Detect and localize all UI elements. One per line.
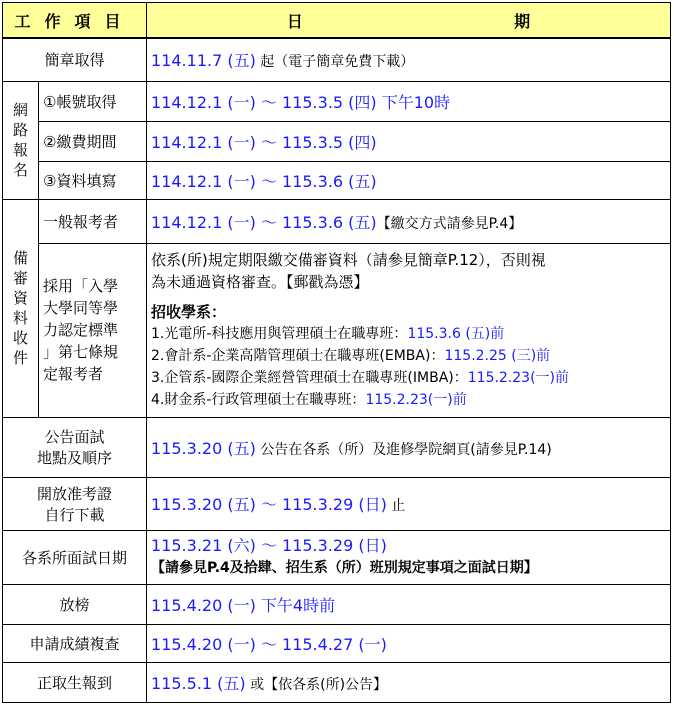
online-char-2: 路	[12, 121, 28, 139]
interview-date-note: 【請參見P.4及拾肆、招生系（所）班別規定事項之面試日期】	[151, 560, 538, 576]
interview-notice-label	[3, 417, 147, 477]
header-row	[3, 3, 671, 39]
brochure-rest: 起（電子簡章免費下載）	[255, 54, 415, 71]
brochure-date-cell	[147, 38, 671, 81]
row-review-general	[3, 199, 671, 243]
online-group-label	[3, 81, 39, 199]
row-recheck	[3, 624, 671, 662]
row-review-equivalent	[3, 243, 671, 417]
admission-ticket-date: 115.3.20 (五) ～ 115.3.29 (日)	[151, 495, 387, 514]
register-date: 115.5.1 (五)	[151, 673, 246, 693]
review-group-label	[3, 199, 39, 417]
dept-item-2	[151, 345, 666, 367]
online-fill-date: 114.12.1 (一) ～ 115.3.6 (五)	[147, 161, 671, 199]
online-char-4: 名	[12, 161, 28, 179]
admission-ticket-label-1: 開放准考證	[37, 484, 113, 503]
dept-3-text: 3.企管系-國際企業經營管理碩士在職專班(IMBA)：	[151, 370, 468, 386]
interview-date-cell	[147, 530, 671, 584]
dept-heading: 招收學系：	[151, 303, 227, 321]
dept-2-date: 115.2.25 (三)前	[444, 348, 551, 364]
admission-ticket-label-2: 自行下載	[44, 505, 105, 524]
row-online-fill	[3, 161, 671, 199]
row-results	[3, 584, 671, 624]
review-char-1: 備	[12, 249, 28, 267]
header-date	[147, 3, 671, 39]
admission-ticket-rest: 止	[386, 498, 406, 514]
recheck-label: 申請成績複查	[3, 624, 147, 662]
online-char-3: 報	[12, 141, 28, 159]
brochure-label: 簡章取得	[3, 38, 147, 81]
review-general-label: 一般報考者	[39, 199, 147, 243]
header-item: 工作項目	[3, 3, 147, 39]
row-brochure	[3, 38, 671, 81]
row-interview-date	[3, 530, 671, 584]
review-char-4: 料	[12, 309, 28, 327]
interview-date-label: 各系所面試日期	[3, 530, 147, 584]
dept-4-date: 115.2.23(一)前	[365, 392, 467, 408]
dept-item-1	[151, 323, 666, 345]
online-payment-label: ②繳費期間	[39, 121, 147, 161]
register-cell	[147, 662, 671, 702]
header-date-right: 期	[514, 11, 531, 31]
dept-4-text: 4.財金系-行政管理碩士在職專班：	[151, 392, 366, 408]
online-payment-date: 114.12.1 (一) ～ 115.3.5 (四)	[147, 121, 671, 161]
online-char-1: 網	[12, 101, 28, 119]
row-register	[3, 662, 671, 702]
equiv-label-line-5: 定報考者	[43, 365, 104, 383]
dept-item-3	[151, 367, 666, 389]
review-char-6: 件	[12, 349, 28, 367]
register-label: 正取生報到	[3, 662, 147, 702]
dept-1-text: 1.光電所-科技應用與管理碩士在職專班：	[151, 326, 408, 342]
equiv-label-line-4: 」第七條規	[43, 343, 119, 361]
review-general-note: 【繳交方式請參見P.4】	[376, 215, 523, 232]
recheck-date: 115.4.20 (一) ～ 115.4.27 (一)	[147, 624, 671, 662]
equiv-label-line-3: 力認定標準	[43, 321, 119, 339]
review-char-3: 資	[12, 289, 28, 307]
dept-1-date: 115.3.6 (五)前	[407, 326, 505, 342]
review-general-date: 114.12.1 (一) ～ 115.3.6 (五)	[151, 212, 377, 232]
interview-notice-rest: 公告在各系（所）及進修學院網頁(請參見P.14)	[255, 441, 552, 458]
review-char-2: 審	[12, 269, 28, 287]
dept-2-text: 2.會計系-企業高階管理碩士在職專班(EMBA)：	[151, 348, 445, 364]
header-date-left: 日	[286, 11, 303, 31]
brochure-date: 114.11.7 (五)	[151, 51, 256, 71]
interview-notice-cell	[147, 417, 671, 477]
online-account-label: ①帳號取得	[39, 81, 147, 121]
review-char-5: 收	[12, 329, 28, 347]
dept-item-4	[151, 389, 666, 411]
admission-ticket-label	[3, 477, 147, 530]
equiv-label-line-1: 採用「入學	[43, 277, 119, 295]
review-general-date-cell	[147, 199, 671, 243]
dept-3-date: 115.2.23(一)前	[467, 370, 570, 386]
review-equivalent-label	[39, 243, 147, 417]
row-online-payment	[3, 121, 671, 161]
equiv-label-line-2: 大學同等學	[43, 299, 119, 317]
row-admission-ticket	[3, 477, 671, 530]
schedule-table	[2, 2, 671, 703]
review-equivalent-detail	[147, 243, 671, 417]
row-interview-notice	[3, 417, 671, 477]
results-label: 放榜	[3, 584, 147, 624]
register-rest: 或【依各系(所)公告】	[245, 676, 388, 693]
online-account-date: 114.12.1 (一) ～ 115.3.5 (四) 下午10時	[147, 81, 671, 121]
equiv-para-line-2: 為未通過資格審查。【郵戳為憑】	[151, 273, 369, 291]
equiv-para-line-1: 依系(所)規定期限繳交備審資料（請參見簡章P.12），否則視	[151, 251, 546, 269]
interview-notice-label-2: 地點及順序	[37, 449, 113, 467]
online-fill-label: ③資料填寫	[39, 161, 147, 199]
admission-ticket-cell	[147, 477, 671, 530]
interview-date-range: 115.3.21 (六) ～ 115.3.29 (日)	[151, 536, 387, 555]
row-online-account	[3, 81, 671, 121]
interview-notice-date: 115.3.20 (五)	[151, 438, 256, 458]
interview-notice-label-1: 公告面試	[44, 428, 105, 446]
results-date: 115.4.20 (一) 下午4時前	[147, 584, 671, 624]
